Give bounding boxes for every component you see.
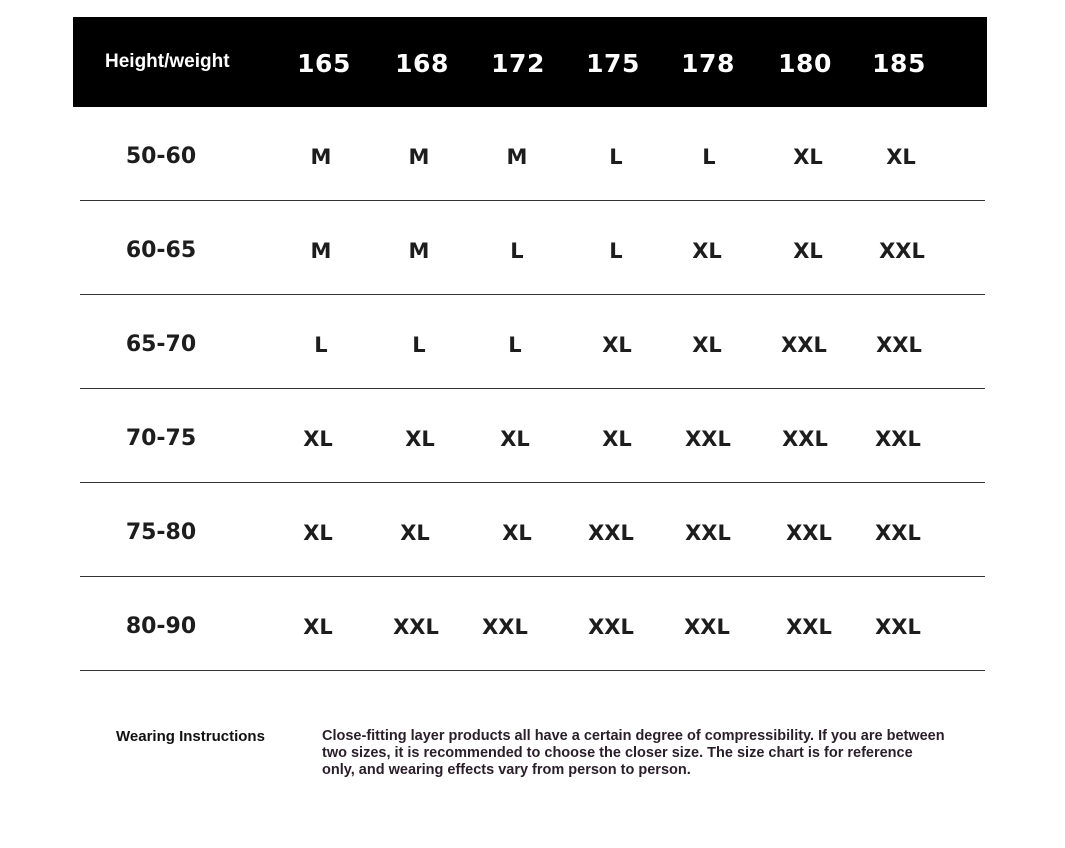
size-cell: XL [793,239,823,263]
table-row [80,483,985,577]
size-cell: XL [303,521,333,545]
size-cell: XL [500,427,530,451]
size-cell: M [408,239,430,263]
size-cell: XXL [875,521,921,545]
size-cell: XXL [588,615,634,639]
size-cell: XL [405,427,435,451]
size-cell: XL [602,333,632,357]
size-cell: M [310,145,332,169]
size-cell: XL [602,427,632,451]
height-180: 180 [778,49,832,78]
size-cell: L [412,333,426,357]
size-cell: XXL [879,239,925,263]
height-165: 165 [297,49,351,78]
size-cell: L [314,333,328,357]
size-cell: L [510,239,524,263]
size-cell: XXL [588,521,634,545]
size-cell: XL [692,333,722,357]
size-cell: M [310,239,332,263]
table-row [80,295,985,389]
table-row [80,577,985,671]
size-cell: XXL [393,615,439,639]
weight-label: 80-90 [125,614,197,639]
size-cell: XXL [685,427,731,451]
size-cell: XXL [875,615,921,639]
size-cell: L [702,145,716,169]
size-cell: XL [502,521,532,545]
size-cell: XXL [781,333,827,357]
weight-label: 75-80 [125,520,197,545]
size-cell: M [408,145,430,169]
table-row [80,389,985,483]
size-cell: L [609,239,623,263]
weight-label: 65-70 [125,332,197,357]
size-cell: XXL [685,521,731,545]
height-172: 172 [491,49,545,78]
height-185: 185 [872,49,926,78]
instructions-title: Wearing Instructions [116,728,265,745]
instructions-text: Close-fitting layer products all have a certain degree of compressibility. If you are between two sizes, it is recommended to choose the closer size. The size chart is for reference only, and wearing effects vary from person to person. [322,728,945,778]
table-row [80,201,985,295]
size-chart-header [73,17,987,107]
height-168: 168 [395,49,449,78]
weight-label: 60-65 [125,238,197,263]
header-label: Height/weight [105,51,230,72]
size-cell: XXL [786,521,832,545]
size-chart [73,17,987,671]
size-chart-body [80,107,985,671]
size-cell: XXL [482,615,528,639]
size-cell: XXL [786,615,832,639]
size-cell: XL [886,145,916,169]
size-cell: XL [303,427,333,451]
size-cell: L [508,333,522,357]
height-178: 178 [681,49,735,78]
size-cell: XL [303,615,333,639]
weight-label: 70-75 [125,426,197,451]
table-row [80,107,985,201]
size-cell: XXL [684,615,730,639]
size-cell: XXL [875,427,921,451]
size-cell: XL [793,145,823,169]
size-cell: XXL [876,333,922,357]
weight-label: 50-60 [125,144,197,169]
size-cell: M [506,145,528,169]
size-cell: XL [400,521,430,545]
size-cell: XL [692,239,722,263]
height-175: 175 [586,49,640,78]
size-cell: XXL [782,427,828,451]
size-cell: L [609,145,623,169]
